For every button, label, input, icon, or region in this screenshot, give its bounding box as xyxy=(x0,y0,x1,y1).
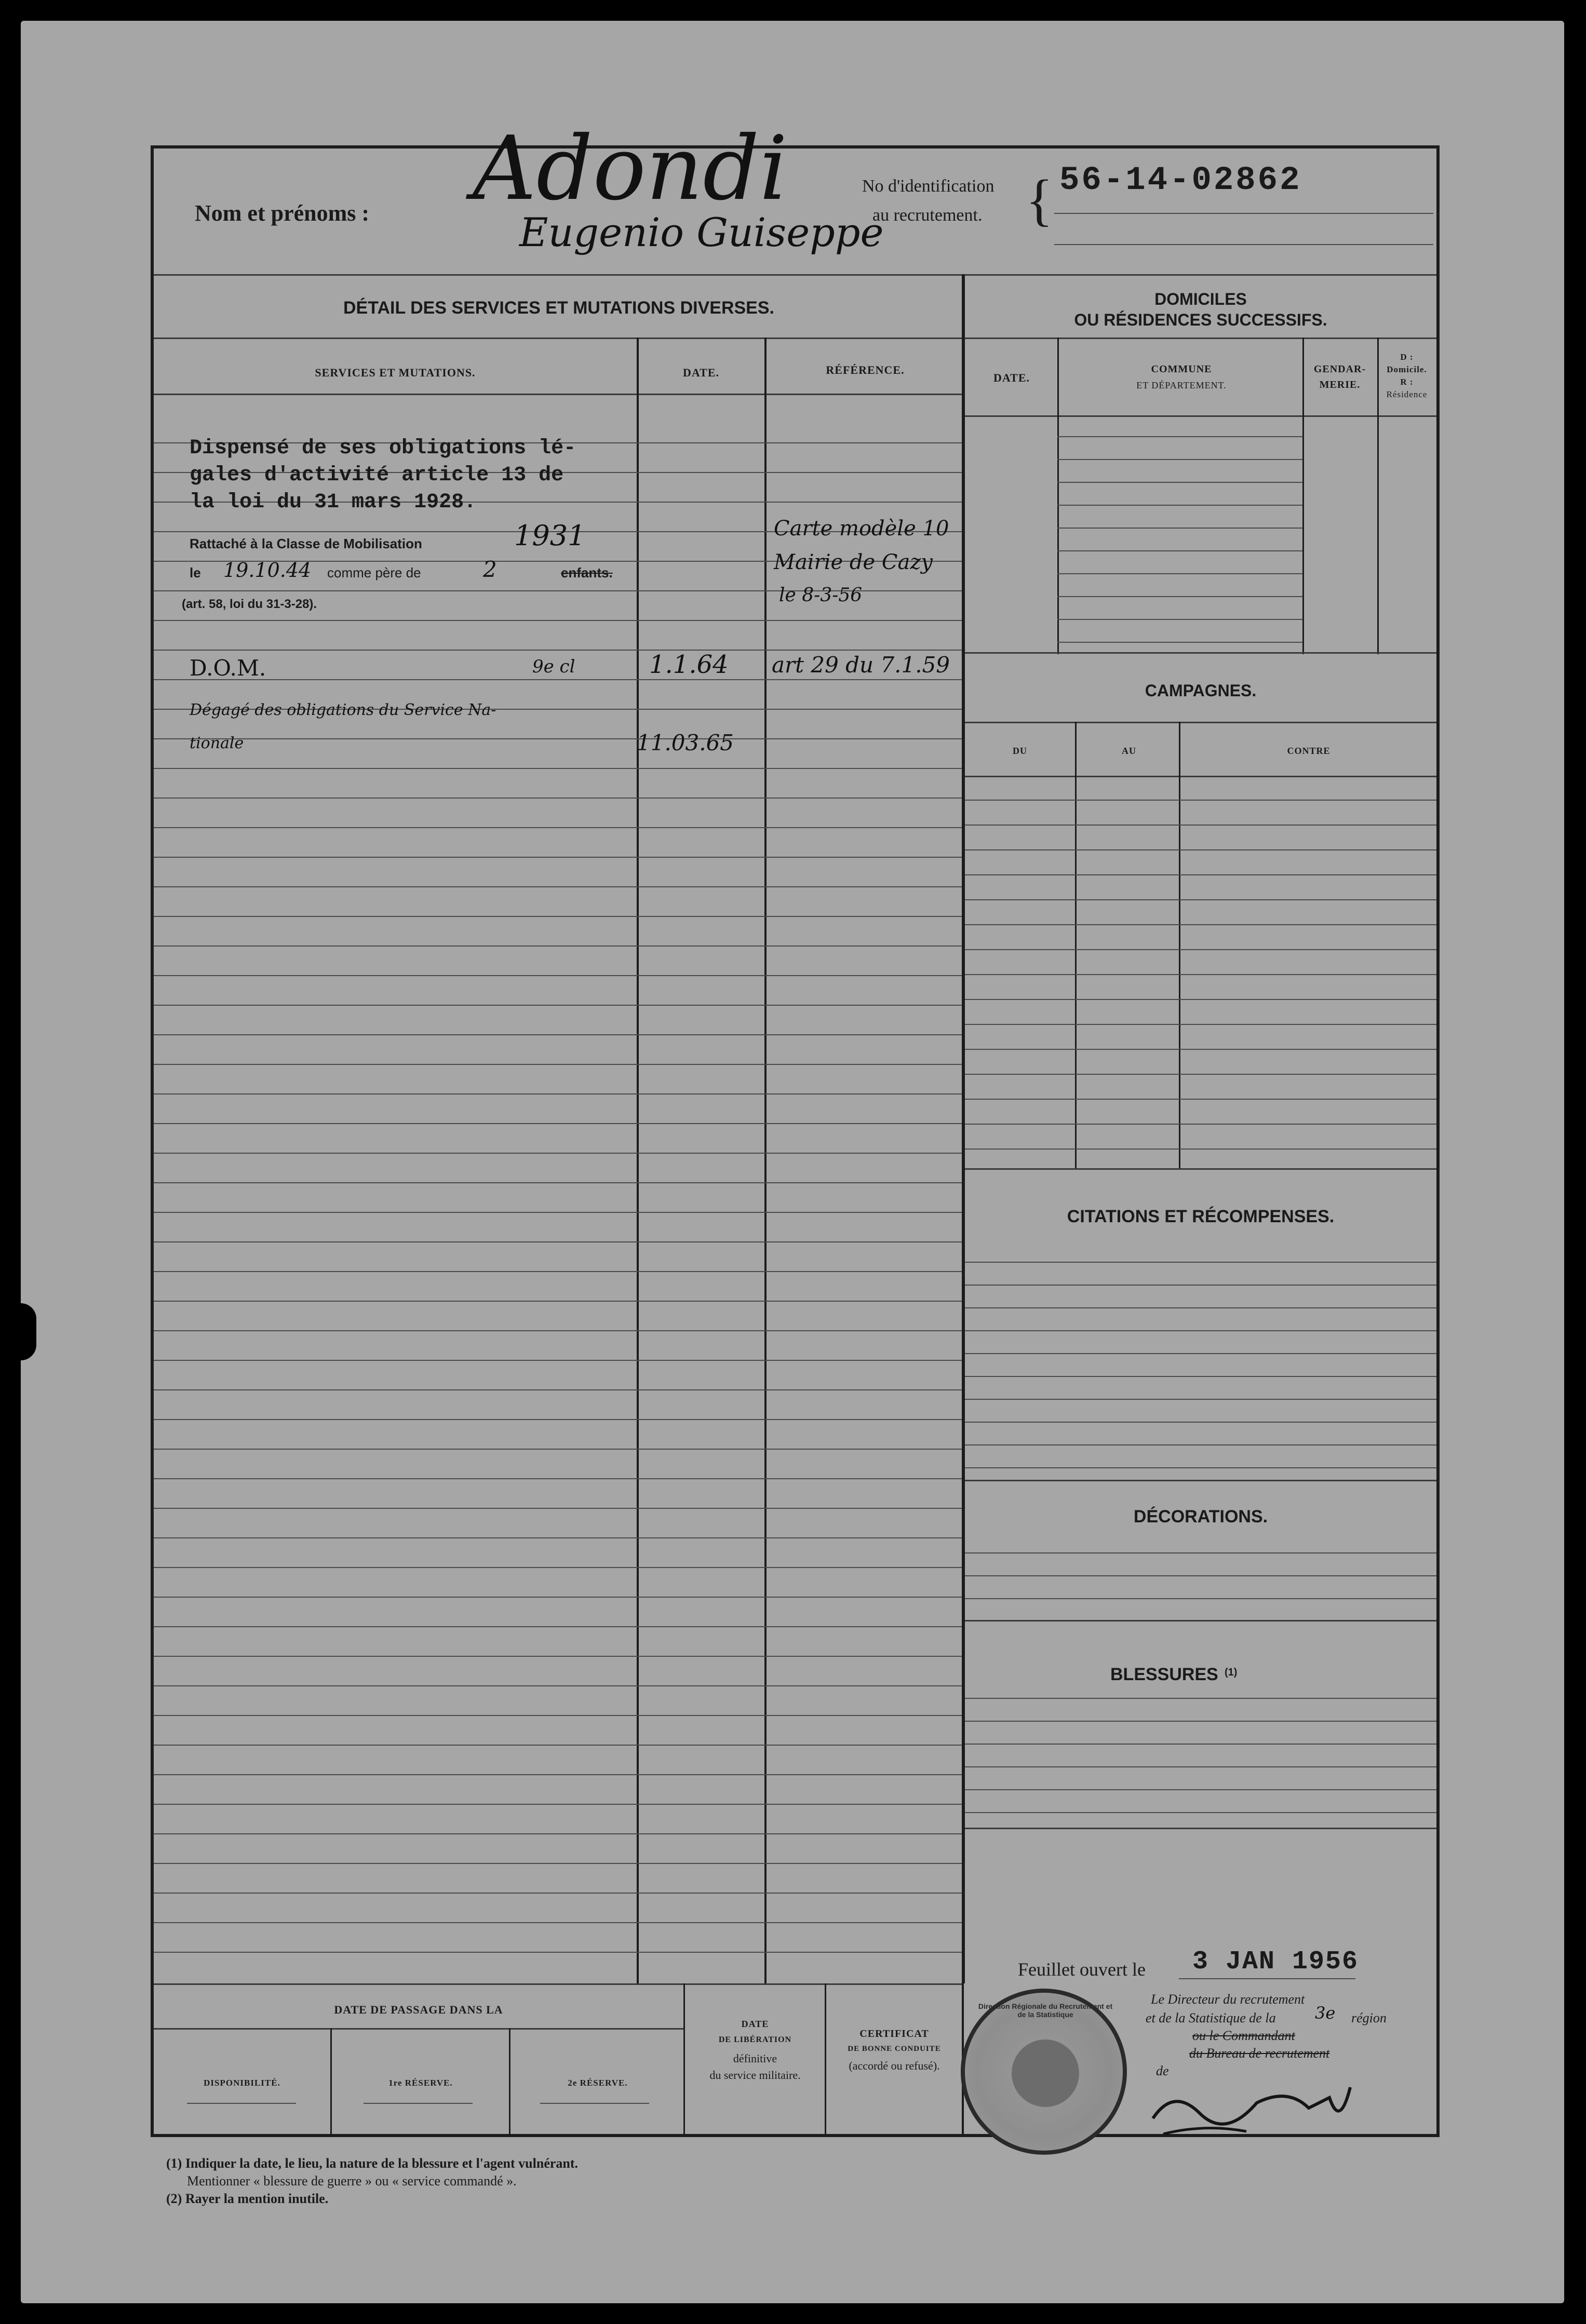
ruled-line xyxy=(154,857,962,858)
ruled-line xyxy=(965,1376,1436,1377)
rattache-class: 1931 xyxy=(514,519,586,552)
ruled-line xyxy=(965,1789,1436,1790)
ruled-line xyxy=(154,1301,962,1302)
id-brace: { xyxy=(1026,168,1053,232)
dom-col-date: DATE. xyxy=(993,371,1030,384)
r2-rule xyxy=(540,2103,649,2104)
ruled-line xyxy=(965,1330,1436,1331)
directeur-region: 3e xyxy=(1315,2003,1336,2023)
given-names: Eugenio Guiseppe xyxy=(519,209,884,255)
directeur-line-5: de xyxy=(1156,2063,1169,2078)
domiciles-header-divider xyxy=(965,415,1436,417)
degage-line-1: Dégagé des obligations du Service Na- xyxy=(190,701,496,719)
id-number: 56-14-02862 xyxy=(1059,162,1302,199)
ruled-line xyxy=(1057,619,1302,620)
ruled-line xyxy=(154,1449,962,1450)
blessures-bottom xyxy=(965,1828,1436,1829)
directeur-line-1: Le Directeur du recrutement xyxy=(1151,1992,1305,2007)
enfants-number: 2 xyxy=(483,557,497,582)
ruled-line xyxy=(154,768,962,769)
directeur-line-3: ou le Commandant xyxy=(1192,2028,1295,2043)
ruled-line xyxy=(154,1685,962,1686)
ruled-line xyxy=(154,827,962,828)
ruled-line xyxy=(154,1833,962,1834)
ruled-line xyxy=(965,974,1436,975)
ruled-line xyxy=(154,679,962,680)
directeur-line-4: du Bureau de recrutement xyxy=(1189,2046,1330,2061)
camp-col-au: AU xyxy=(1122,746,1136,756)
typed-line-1: Dispensé de ses obligations lé- xyxy=(190,437,576,460)
ruled-line xyxy=(965,1598,1436,1599)
liberation-3: définitive xyxy=(733,2052,777,2065)
passage-divider xyxy=(154,2028,684,2030)
services-title-divider xyxy=(154,337,964,339)
ruled-line xyxy=(154,886,962,887)
ruled-line xyxy=(154,650,962,651)
ruled-line xyxy=(154,1182,962,1183)
dom-label: D.O.M. xyxy=(190,655,266,681)
ruled-line xyxy=(965,1552,1436,1553)
ruled-line xyxy=(154,1597,962,1598)
dom-note: 9e cl xyxy=(532,656,575,677)
ruled-line xyxy=(154,1626,962,1627)
ruled-line xyxy=(154,1212,962,1213)
ruled-line xyxy=(154,1419,962,1420)
ruled-line xyxy=(1057,482,1302,483)
footnote-1b: Mentionner « blessure de guerre » ou « service commandé ». xyxy=(187,2173,517,2188)
ruled-line xyxy=(154,738,962,739)
dom-col-gendarmerie-1: GENDAR- xyxy=(1313,363,1366,375)
frame-top xyxy=(151,145,1440,148)
typed-line-3: la loi du 31 mars 1928. xyxy=(190,491,477,514)
directeur-line-2b: région xyxy=(1351,2010,1387,2025)
ruled-line xyxy=(1057,528,1302,529)
col-reserve-2: 2e RÉSERVE. xyxy=(568,2078,628,2088)
col-disponibilite: DISPONIBILITÉ. xyxy=(204,2078,280,2088)
campagnes-title: CAMPAGNES. xyxy=(1145,681,1257,700)
ruled-line xyxy=(965,874,1436,875)
decorations-title: DÉCORATIONS. xyxy=(1133,1507,1268,1526)
header-divider xyxy=(154,274,1436,276)
feuillet-date: 3 JAN 1956 xyxy=(1192,1947,1359,1977)
comme-pere-label: comme père de xyxy=(327,565,421,580)
ruled-line xyxy=(154,1715,962,1716)
ruled-line xyxy=(154,945,962,947)
signature-scrawl xyxy=(1143,2066,1361,2150)
ruled-line xyxy=(154,1123,962,1124)
id-label-1: No d'identification xyxy=(862,177,994,196)
ruled-line xyxy=(154,1153,962,1154)
ruled-line xyxy=(965,1812,1436,1813)
col-date-header: DATE. xyxy=(683,366,719,379)
id-rule-1 xyxy=(1054,213,1433,214)
dom-col-dr-3: R : xyxy=(1400,377,1414,387)
ruled-line xyxy=(965,1444,1436,1445)
decorations-bottom xyxy=(965,1620,1436,1622)
footnote-2: (2) Rayer la mention inutile. xyxy=(166,2191,329,2206)
col-services-header: SERVICES ET MUTATIONS. xyxy=(315,366,476,379)
ref-line-1: Carte modèle 10 xyxy=(774,517,949,541)
bottom-table-top xyxy=(154,1983,964,1985)
le-label: le xyxy=(190,565,201,580)
ruled-line xyxy=(154,798,962,799)
services-col-header-divider xyxy=(154,394,964,395)
citations-bottom xyxy=(965,1480,1436,1481)
ruled-line xyxy=(154,1863,962,1864)
ruled-line xyxy=(965,1124,1436,1125)
frame-right xyxy=(1436,145,1440,2137)
ruled-line xyxy=(154,1241,962,1242)
campagnes-title-divider xyxy=(965,722,1436,723)
ruled-line xyxy=(965,849,1436,850)
camp-col-contre: CONTRE xyxy=(1287,746,1330,756)
passage-title: DATE DE PASSAGE DANS LA xyxy=(334,2003,503,2016)
id-rule-2 xyxy=(1054,244,1433,245)
ruled-line xyxy=(965,1285,1436,1286)
ruled-line xyxy=(965,1024,1436,1025)
sep-date xyxy=(637,337,639,1983)
record-sheet xyxy=(21,21,1564,2303)
rattache-label: Rattaché à la Classe de Mobilisation xyxy=(190,536,422,551)
ruled-line xyxy=(154,916,962,917)
certificat-2: DE BONNE CONDUITE xyxy=(848,2045,941,2053)
campagnes-header-divider xyxy=(965,776,1436,777)
ruled-line xyxy=(1057,505,1302,506)
ruled-line xyxy=(154,1893,962,1894)
bottom-sep-3 xyxy=(683,1983,685,2134)
bottom-sep-4 xyxy=(825,1983,826,2134)
footnote-1: (1) Indiquer la date, le lieu, la nature de la blessure et l'agent vulnérant. xyxy=(166,2156,579,2171)
dom-col-dr-2: Domicile. xyxy=(1387,364,1427,374)
ruled-line xyxy=(965,1766,1436,1767)
ruled-line xyxy=(1057,596,1302,597)
disp-rule xyxy=(187,2103,296,2104)
col-reserve-1: 1re RÉSERVE. xyxy=(388,2078,453,2088)
sep-right-panel xyxy=(962,274,965,1983)
liberation-2: DE LIBÉRATION xyxy=(718,2035,792,2044)
ruled-line xyxy=(154,1064,962,1065)
blessures-title: BLESSURES xyxy=(1110,1665,1218,1684)
name-label: Nom et prénoms : xyxy=(195,200,370,226)
ref-line-2: Mairie de Cazy xyxy=(774,550,933,574)
official-stamp xyxy=(961,1989,1127,2155)
ruled-line xyxy=(154,1005,962,1006)
typed-line-2: gales d'activité article 13 de xyxy=(190,464,564,487)
art-reference: (art. 58, loi du 31-3-28). xyxy=(182,597,317,611)
camp-sep-1 xyxy=(1075,722,1077,1168)
dom-date: 1.1.64 xyxy=(649,650,729,679)
degage-date: 11.03.65 xyxy=(637,730,734,755)
domiciles-title-2: OU RÉSIDENCES SUCCESSIFS. xyxy=(1074,310,1327,329)
ruled-line xyxy=(965,1149,1436,1150)
ruled-line xyxy=(154,1360,962,1361)
ruled-line xyxy=(965,1422,1436,1423)
ref-line-3: le 8-3-56 xyxy=(779,585,863,606)
ruled-line xyxy=(965,1353,1436,1354)
domiciles-title-divider xyxy=(965,337,1436,339)
ruled-line xyxy=(965,1575,1436,1576)
ruled-line xyxy=(154,1330,962,1331)
dom-sep-1 xyxy=(1057,337,1059,654)
ruled-line xyxy=(1057,436,1302,437)
domiciles-title-1: DOMICILES xyxy=(1154,290,1247,308)
ruled-line xyxy=(1057,550,1302,551)
certificat-3: (accordé ou refusé). xyxy=(849,2059,940,2072)
ruled-line xyxy=(965,1049,1436,1050)
campagnes-bottom xyxy=(965,1168,1436,1170)
ruled-line xyxy=(154,1508,962,1509)
ruled-line xyxy=(154,1271,962,1272)
ruled-line xyxy=(154,1389,962,1390)
page-notch xyxy=(16,1303,36,1360)
ruled-line xyxy=(154,620,962,621)
degage-line-2: tionale xyxy=(190,734,244,752)
ruled-line xyxy=(154,1567,962,1568)
ruled-line xyxy=(965,924,1436,925)
sep-reference xyxy=(764,337,767,1983)
ruled-line xyxy=(965,1262,1436,1263)
camp-col-du: DU xyxy=(1013,746,1027,756)
ruled-line xyxy=(965,1467,1436,1468)
ruled-line xyxy=(154,1656,962,1657)
ruled-line xyxy=(965,1721,1436,1722)
enfants-label: enfants. xyxy=(561,565,613,580)
feuillet-label: Feuillet ouvert le xyxy=(1018,1959,1146,1980)
directeur-line-2a: et de la Statistique de la xyxy=(1146,2010,1276,2025)
stamp-text: Direction Régionale du Recrutement et de la Statistique xyxy=(978,2002,1113,2019)
ruled-line xyxy=(965,999,1436,1000)
ruled-line xyxy=(965,1099,1436,1100)
feuillet-rule xyxy=(1179,1978,1355,1979)
ruled-line xyxy=(1057,642,1302,643)
citations-title: CITATIONS ET RÉCOMPENSES. xyxy=(1067,1207,1335,1226)
bottom-sep-1 xyxy=(330,2028,332,2134)
domiciles-bottom xyxy=(965,652,1436,654)
stamp-emblem xyxy=(1012,2039,1079,2107)
dom-reference: art 29 du 7.1.59 xyxy=(772,652,950,678)
ruled-line xyxy=(965,1698,1436,1699)
dom-col-dr-1: D : xyxy=(1400,352,1414,362)
ruled-line xyxy=(965,899,1436,900)
ruled-line xyxy=(965,1744,1436,1745)
ruled-line xyxy=(154,1774,962,1775)
ruled-line xyxy=(1057,573,1302,574)
ruled-line xyxy=(154,1922,962,1923)
frame-left xyxy=(151,145,154,2137)
dom-sep-3 xyxy=(1377,337,1379,654)
ruled-line xyxy=(154,1034,962,1035)
dom-sep-2 xyxy=(1302,337,1304,654)
surname: Adondi xyxy=(473,117,788,220)
dom-col-departement: ET DÉPARTEMENT. xyxy=(1136,380,1227,390)
dom-col-gendarmerie-2: MERIE. xyxy=(1319,379,1361,390)
bottom-sep-2 xyxy=(509,2028,510,2134)
id-label-2: au recrutement. xyxy=(872,206,983,225)
col-reference-header: RÉFÉRENCE. xyxy=(826,363,905,376)
ruled-line xyxy=(154,1952,962,1953)
ruled-line xyxy=(154,1804,962,1805)
ruled-line xyxy=(965,1074,1436,1075)
services-section-title: DÉTAIL DES SERVICES ET MUTATIONS DIVERSES. xyxy=(343,298,774,318)
ruled-line xyxy=(154,1745,962,1746)
ruled-line xyxy=(154,1478,962,1479)
ruled-line xyxy=(965,1399,1436,1400)
ruled-line xyxy=(965,949,1436,950)
camp-sep-2 xyxy=(1179,722,1180,1168)
blessures-note: (1) xyxy=(1225,1667,1238,1678)
le-date: 19.10.44 xyxy=(223,559,312,582)
dom-col-commune: COMMUNE xyxy=(1151,363,1212,375)
ruled-line xyxy=(154,975,962,976)
dom-col-dr-4: Résidence xyxy=(1386,389,1428,399)
ruled-line xyxy=(965,1307,1436,1308)
liberation-1: DATE xyxy=(741,2019,769,2029)
liberation-4: du service militaire. xyxy=(709,2069,801,2082)
ruled-line xyxy=(154,1537,962,1538)
ruled-line xyxy=(965,800,1436,801)
certificat-1: CERTIFICAT xyxy=(859,2028,929,2039)
ruled-line xyxy=(1057,459,1302,460)
ruled-line xyxy=(154,1093,962,1095)
ruled-line xyxy=(965,825,1436,826)
r1-rule xyxy=(364,2103,473,2104)
